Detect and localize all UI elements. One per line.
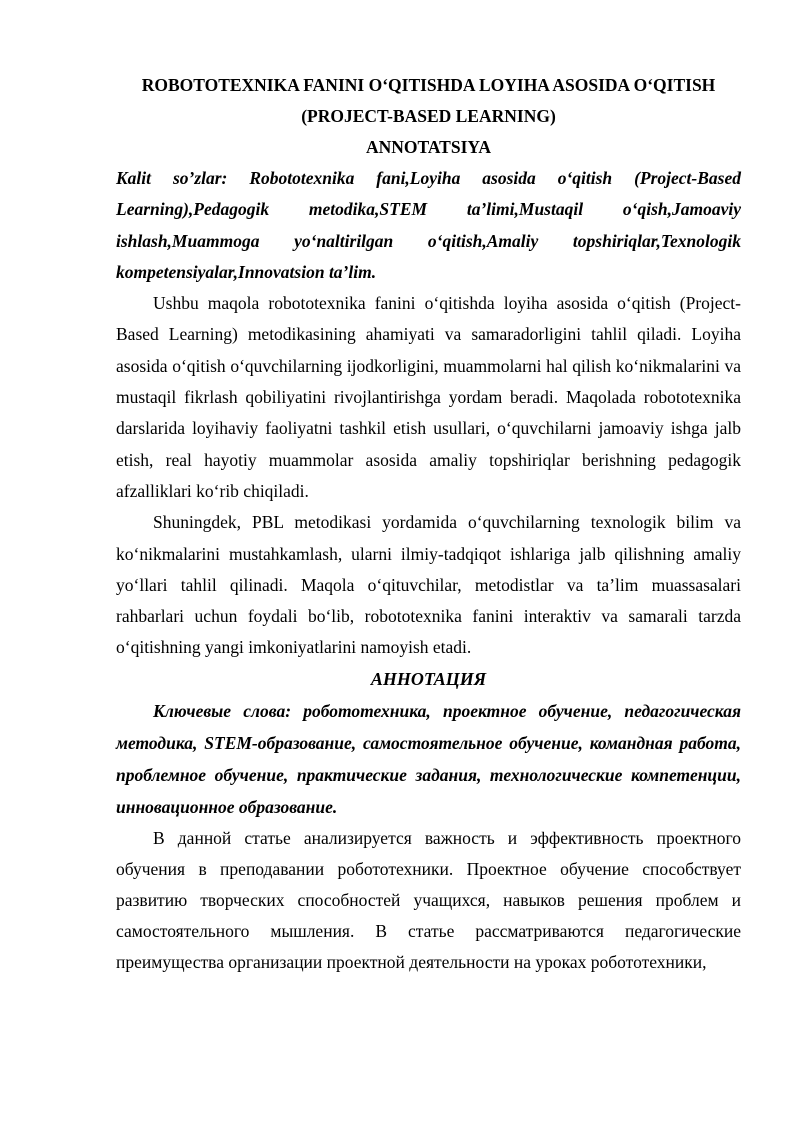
uz-annotation-heading: ANNOTATSIYA — [365, 137, 492, 157]
uz-paragraph-1: Ushbu maqola robototexnika fanini o‘qitishda loyiha asosida o‘qitish (Project-Based Learning) metodikasining ahamiyati va samaradorligini tahlil qiladi. Loyiha asosida o‘qitish o‘quvchilarning ijodkorligini, muammolarni hal qilish ko‘nikmalarini va mustaqil fikrlash qobiliyatini rivojlantirishga yordam beradi. Maqolada robototexnika darslarida loyihaviy faoliyatni tashkil etish usullari, o‘quvchilarni jamoaviy ishga jalb etish, real hayotiy muammolar asosida amaliy topshiriqlar berishning pedagogik afzalliklari ko‘rib chiqiladi. — [116, 293, 741, 501]
title-line-2: (PROJECT-BASED LEARNING) — [301, 106, 556, 126]
ru-keywords: Ключевые слова: робототехника, проектное обучение, педагогическая методика, STEM-образование, самостоятельное обучение, командная работа, проблемное обучение, практические задания, технологические компетенции, инновационное образование. — [116, 700, 741, 817]
uz-keywords: Kalit so’zlar: Robototexnika fani,Loyiha asosida o‘qitish (Project-Based Learning),Pedagogik metodika,STEM ta’limi,Mustaqil o‘qish,Jamoaviy ishlash,Muammoga yo‘naltirilgan o‘qitish,Amaliy topshiriqlar,Texnologik kompetensiyalar,Innovatsion ta’lim. — [116, 168, 741, 282]
document-page — [116, 70, 741, 978]
uz-paragraph-2: Shuningdek, PBL metodikasi yordamida o‘quvchilarning texnologik bilim va ko‘nikmalarini mustahkamlash, ularni ilmiy-tadqiqot ishlariga jalb qilishning amaliy yo‘llari tahlil qilinadi. Maqola o‘qituvchilar, metodistlar va ta’lim muassasalari rahbarlari uchun foydali bo‘lib, robototexnika fanini interaktiv va samarali tarzda o‘qitishning yangi imkoniyatlarini namoyish etadi. — [116, 512, 741, 658]
ru-annotation-heading: АННОТАЦИЯ — [370, 668, 487, 689]
title-line-1: ROBOTOTEXNIKA FANINI O‘QITISHDA LOYIHA ASOSIDA O‘QITISH — [141, 75, 716, 95]
ru-paragraph-1: В данной статье анализируется важность и эффективность проектного обучения в преподавании робототехники. Проектное обучение способствует развитию творческих способностей учащихся, навыков решения проблем и самостоятельного мышления. В статье рассматриваются педагогические преимущества организации проектной деятельности на уроках робототехники, — [116, 827, 741, 972]
